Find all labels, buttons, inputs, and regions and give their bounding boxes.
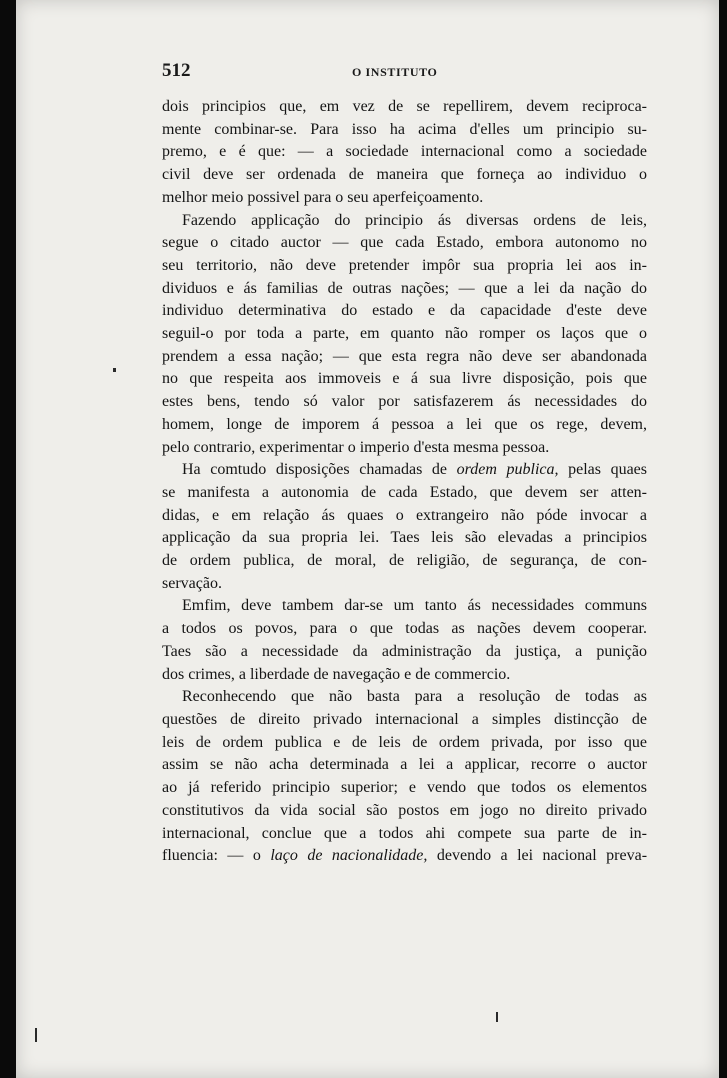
line-text: fluencia: — o — [162, 847, 271, 865]
text-line — [162, 414, 647, 437]
text-line — [162, 709, 647, 732]
text-line — [162, 800, 647, 823]
scan-speck — [496, 1012, 498, 1022]
line-text: dois principios que, em vez de se repellirem, devem reciproca- — [162, 98, 647, 115]
text-line — [162, 232, 647, 255]
text-line — [162, 573, 647, 596]
text-line — [162, 732, 647, 755]
text-line — [162, 505, 647, 528]
text-line — [162, 527, 647, 550]
text-line — [162, 754, 647, 777]
line-text: Fazendo applicação do principio ás diversas ordens de leis, — [182, 211, 647, 229]
text-line — [162, 278, 647, 301]
text-line — [162, 164, 647, 187]
line-text: dividuos e ás familias de outras nações; — que a lei da nação do — [162, 279, 647, 297]
italic-term: laço de nacionalidade, — [270, 847, 428, 865]
text-line — [162, 595, 647, 618]
line-text: pelo contrario, experimentar o imperio d'esta mesma pessoa. — [162, 438, 550, 456]
line-text: ao já referido principio superior; e vendo que todos os elementos — [162, 779, 647, 797]
line-text: individuo determinativa do estado e da capacidade d'este deve — [162, 302, 647, 320]
line-text: civil deve ser ordenada de maneira que forneça ao individuo o — [162, 166, 647, 184]
line-text: applicação da sua propria lei. Taes leis são elevadas a principios — [162, 529, 647, 547]
text-line — [162, 323, 647, 346]
line-text: Ha comtudo disposições chamadas de — [182, 461, 457, 479]
text-line — [162, 346, 647, 369]
line-text: constitutivos da vida social são postos em jogo no direito privado — [162, 801, 647, 819]
text-line — [162, 459, 647, 482]
text-line — [162, 777, 647, 800]
line-text: Reconhecendo que não basta para a resolução de todas as — [182, 688, 647, 706]
line-text: segue o citado auctor — que cada Estado, embora autonomo no — [162, 234, 647, 252]
text-line — [162, 845, 647, 868]
page-number: 512 — [162, 60, 191, 81]
line-text: seguil-o por toda a parte, em quanto não romper os laços que o — [162, 325, 647, 343]
line-text: internacional, conclue que a todos ahi compete sua parte de in- — [162, 824, 647, 842]
text-line — [162, 641, 647, 664]
line-text: estes bens, tendo só valor por satisfazerem ás necessidades do — [162, 393, 647, 411]
text-line — [162, 300, 647, 323]
line-text: homem, longe de imporem á pessoa a lei que os rege, devem, — [162, 415, 647, 433]
text-line — [162, 210, 647, 233]
line-text: Taes são a necessidade da administração da justiça, a punição — [162, 642, 647, 660]
text-line — [162, 119, 647, 142]
text-line — [162, 618, 647, 641]
text-line — [162, 391, 647, 414]
scan-speck — [35, 1028, 37, 1042]
text-line — [162, 664, 647, 687]
line-text: dos crimes, a liberdade de navegação e de commercio. — [162, 665, 511, 683]
italic-term: ordem publica, — [456, 461, 559, 479]
text-line — [162, 368, 647, 391]
text-line — [162, 96, 647, 119]
line-text: seu territorio, não deve pretender impôr sua propria lei aos in- — [162, 256, 647, 274]
line-text: devendo a lei nacional preva- — [427, 847, 647, 865]
line-text: questões de direito privado internacional a simples distincção de — [162, 710, 647, 728]
line-text: Emfim, deve tambem dar-se um tanto ás necessidades communs — [182, 597, 647, 615]
text-line — [162, 187, 647, 210]
line-text: didas, e em relação ás quaes o extrangeiro não póde invocar a — [162, 506, 647, 524]
line-text: prendem a essa nação; — que esta regra não deve ser abandonada — [162, 347, 647, 365]
line-text: pelas quaes — [558, 461, 647, 479]
page-header — [162, 60, 662, 84]
line-text: premo, e é que: — a sociedade internacional como a sociedade — [162, 143, 647, 161]
line-text: leis de ordem publica e de leis de ordem privada, por isso que — [162, 733, 647, 751]
text-line — [162, 482, 647, 505]
text-line — [162, 255, 647, 278]
body-text — [162, 96, 647, 868]
running-head: O INSTITUTO — [352, 65, 438, 79]
line-text: de ordem publica, de moral, de religião, de segurança, de con- — [162, 552, 647, 570]
line-text: servação. — [162, 574, 222, 592]
text-line — [162, 437, 647, 460]
scan-speck — [113, 368, 116, 372]
line-text: no que respeita aos immoveis e á sua livre disposição, pois que — [162, 370, 647, 388]
line-text: a todos os povos, para o que todas as nações devem cooperar. — [162, 620, 647, 638]
text-line — [162, 550, 647, 573]
book-page — [16, 0, 719, 1078]
text-line — [162, 686, 647, 709]
line-text: se manifesta a autonomia de cada Estado, que devem ser atten- — [162, 483, 647, 501]
text-line — [162, 823, 647, 846]
text-line — [162, 141, 647, 164]
line-text: assim se não acha determinada a lei a applicar, recorre o auctor — [162, 756, 647, 774]
line-text: melhor meio possivel para o seu aperfeiçoamento. — [162, 188, 484, 206]
line-text: mente combinar-se. Para isso ha acima d'elles um principio su- — [162, 120, 647, 138]
